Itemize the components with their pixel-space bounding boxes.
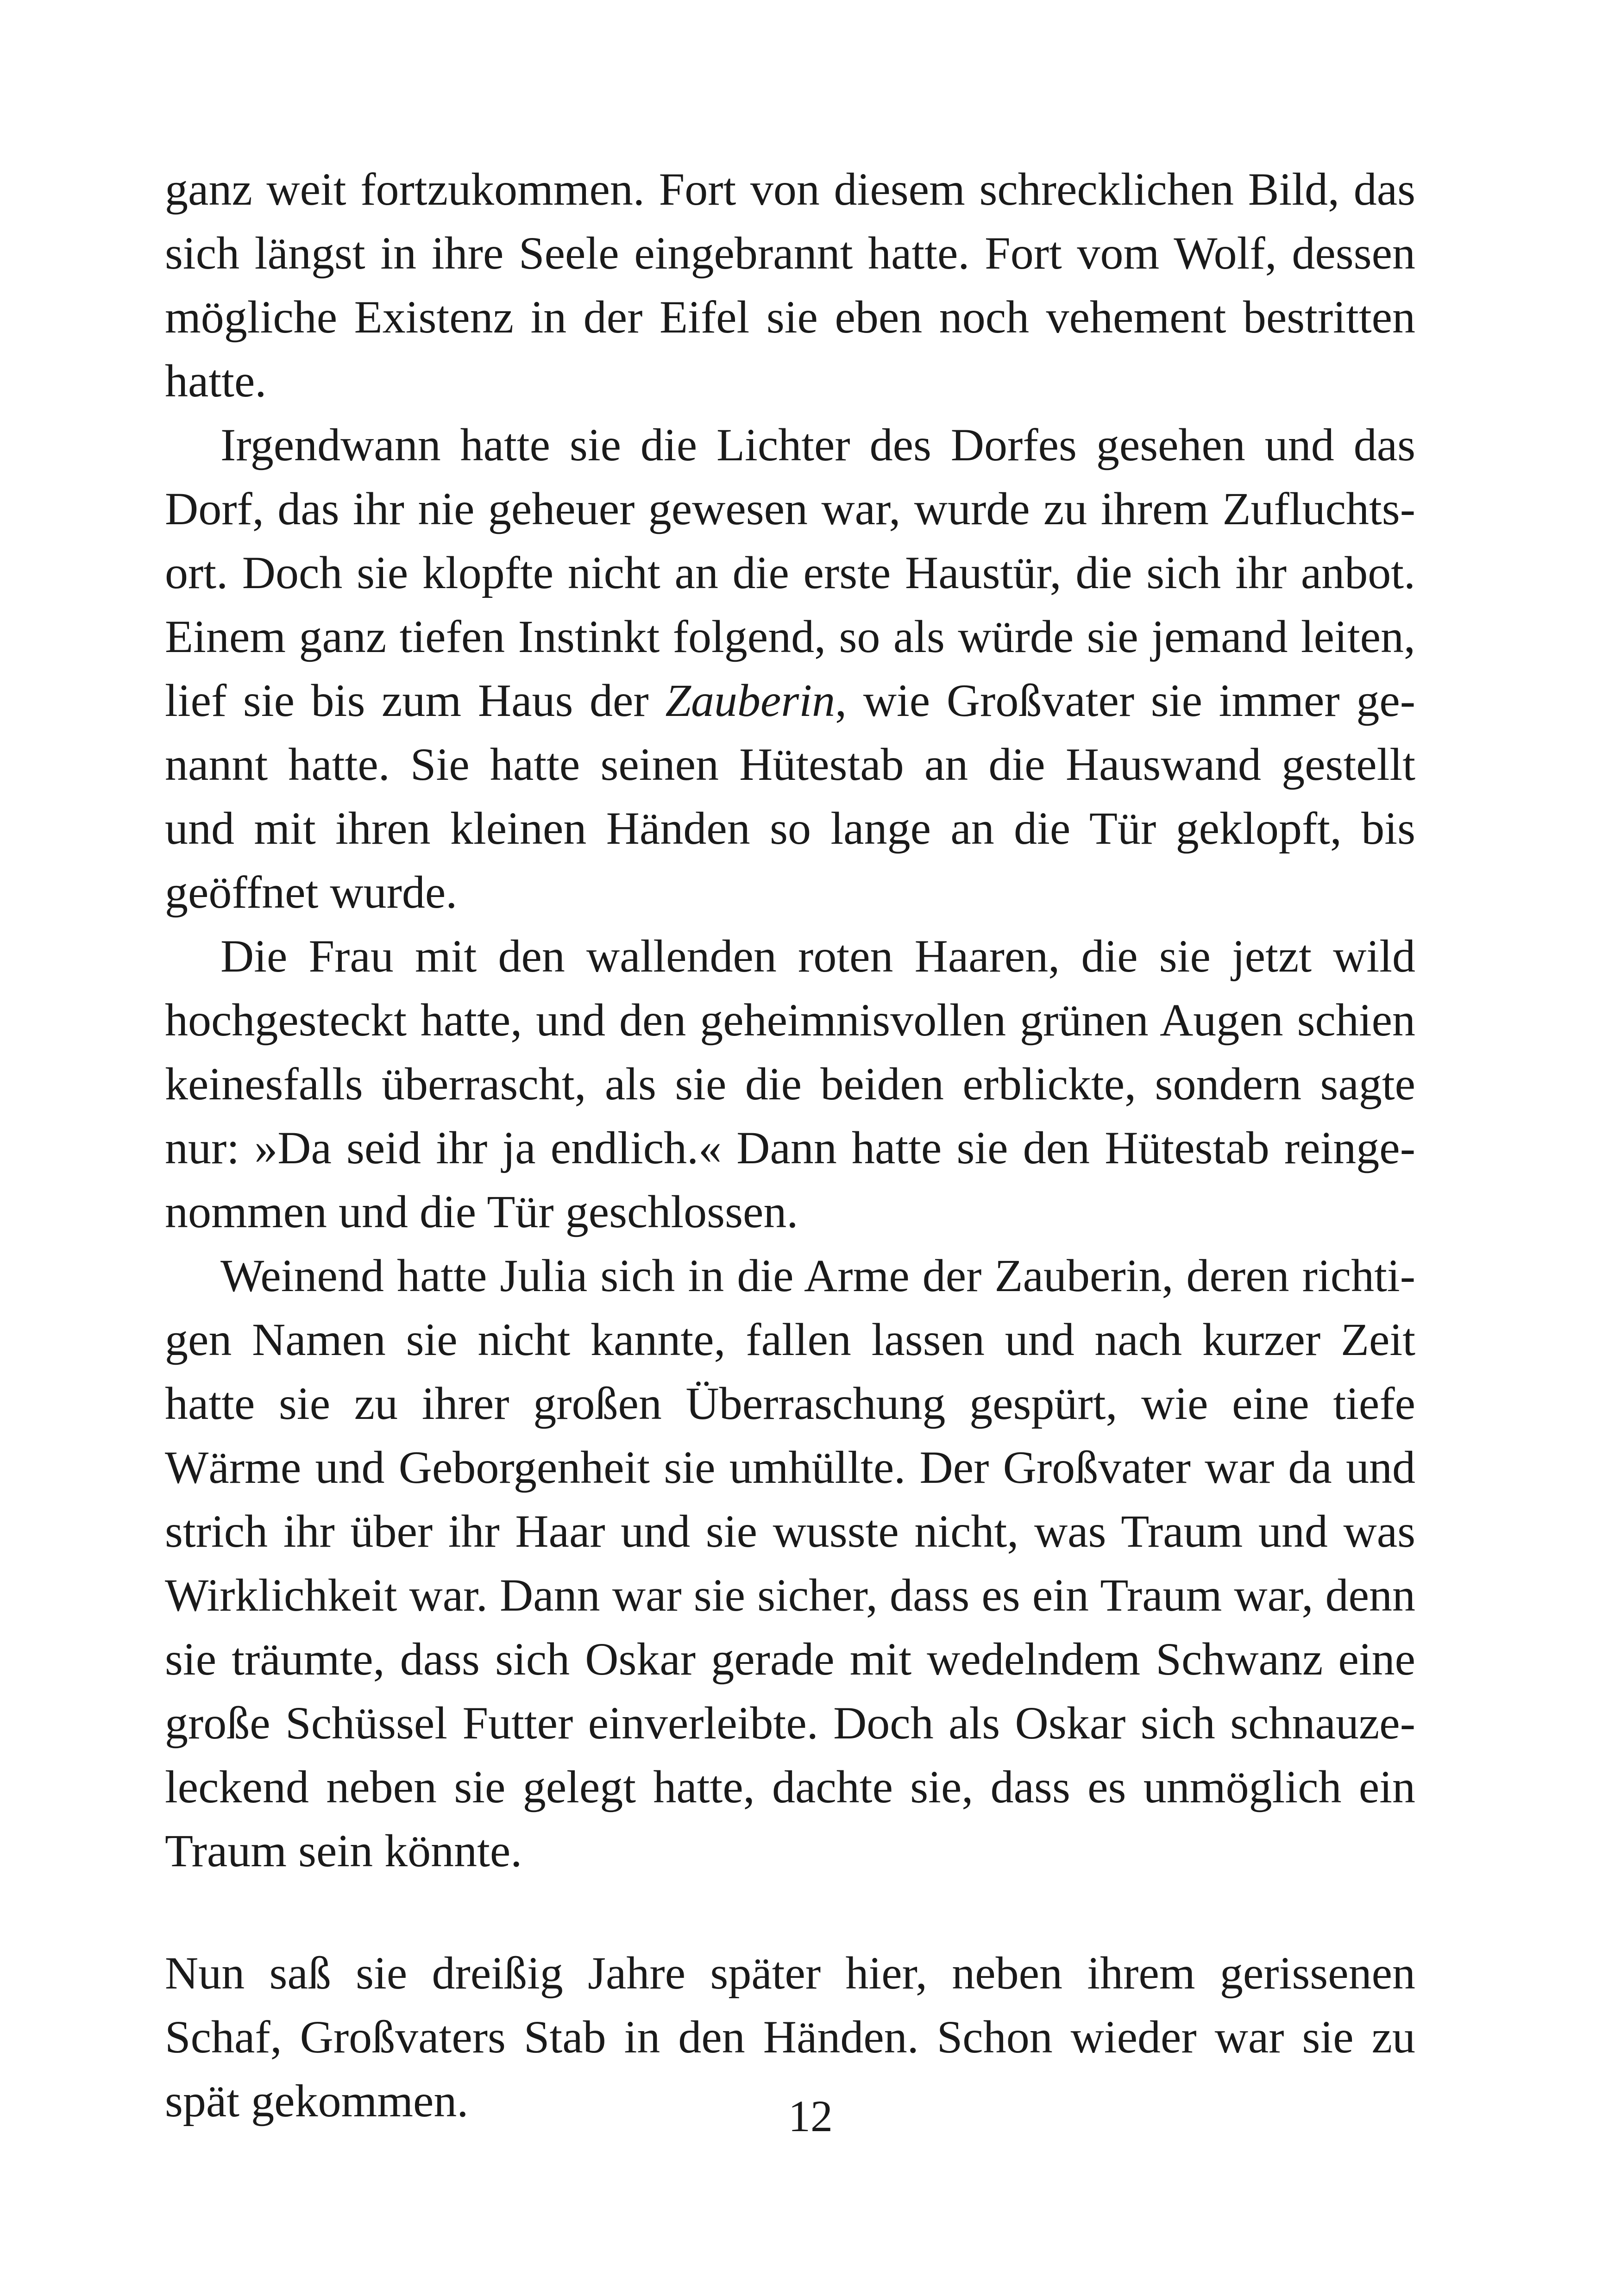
text-line: und mit ihren kleinen Händen so lange an die Tür geklopft, bis: [165, 803, 1415, 854]
text-line: Schaf, Großvaters Stab in den Händen. Schon wieder war sie zu: [165, 2011, 1415, 2063]
text-line: Wärme und Geborgenheit sie umhüllte. Der Großvater war da und: [165, 1442, 1415, 1493]
text-line: Einem ganz tiefen Instinkt folgend, so als würde sie jemand leiten,: [165, 611, 1415, 662]
text-line: sich längst in ihre Seele eingebrannt hatte. Fort vom Wolf, dessen: [165, 227, 1415, 279]
text-line: strich ihr über ihr Haar und sie wusste nicht, was Traum und was: [165, 1506, 1415, 1557]
text-line: Dorf, das ihr nie geheuer gewesen war, wurde zu ihrem Zufluchts-: [165, 483, 1415, 534]
text-line: sie träumte, dass sich Oskar gerade mit wedelndem Schwanz eine: [165, 1633, 1415, 1685]
text-line: Traum sein könnte.: [165, 1825, 522, 1876]
text-line: Wirklichkeit war. Dann war sie sicher, dass es ein Traum war, denn: [165, 1569, 1415, 1621]
text-line: Irgendwann hatte sie die Lichter des Dorfes gesehen und das: [220, 419, 1415, 470]
text-line: Nun saß sie dreißig Jahre später hier, neben ihrem gerissenen: [165, 1947, 1415, 1999]
text-line: hatte.: [165, 355, 267, 407]
text-line: gen Namen sie nicht kannte, fallen lassen und nach kurzer Zeit: [165, 1314, 1415, 1365]
text-segment: lief sie bis zum Haus der: [165, 675, 666, 726]
section-break: [165, 1883, 1415, 1941]
text-line: Die Frau mit den wallenden roten Haaren, die sie jetzt wild: [220, 930, 1415, 982]
text-line: keinesfalls überrascht, als sie die beiden erblickte, sondern sagte: [165, 1058, 1415, 1110]
paragraph-4: [165, 1244, 1415, 1883]
paragraph-3: [165, 924, 1415, 1244]
text-line: nur: »Da seid ihr ja endlich.« Dann hatte sie den Hütestab reinge-: [165, 1122, 1415, 1173]
text-line: mögliche Existenz in der Eifel sie eben noch vehement bestritten: [165, 291, 1415, 343]
page-body: [165, 157, 1415, 2133]
page-number: 12: [788, 2091, 833, 2141]
text-line: leckend neben sie gelegt hatte, dachte sie, dass es unmöglich ein: [165, 1761, 1415, 1813]
italic-word: Zauberin: [665, 675, 836, 726]
text-line: nommen und die Tür geschlossen.: [165, 1186, 798, 1237]
text-segment: , wie Großvater sie immer ge-: [835, 675, 1416, 726]
text-line-with-italic: [165, 669, 1415, 733]
text-line: Weinend hatte Julia sich in die Arme der Zauberin, deren richti-: [220, 1250, 1415, 1301]
paragraph-2: [165, 413, 1415, 924]
text-line: geöffnet wurde.: [165, 866, 458, 918]
text-line: ganz weit fortzukommen. Fort von diesem schrecklichen Bild, das: [165, 163, 1415, 215]
text-line: spät gekommen.: [165, 2075, 469, 2127]
text-line: große Schüssel Futter einverleibte. Doch als Oskar sich schnauze-: [165, 1697, 1415, 1749]
text-line: hatte sie zu ihrer großen Überraschung gespürt, wie eine tiefe: [165, 1378, 1415, 1429]
paragraph-1: [165, 157, 1415, 413]
text-line: nannt hatte. Sie hatte seinen Hütestab an die Hauswand gestellt: [165, 739, 1415, 790]
text-line: hochgesteckt hatte, und den geheimnisvollen grünen Augen schien: [165, 994, 1415, 1046]
text-line: ort. Doch sie klopfte nicht an die erste Haustür, die sich ihr anbot.: [165, 547, 1415, 598]
